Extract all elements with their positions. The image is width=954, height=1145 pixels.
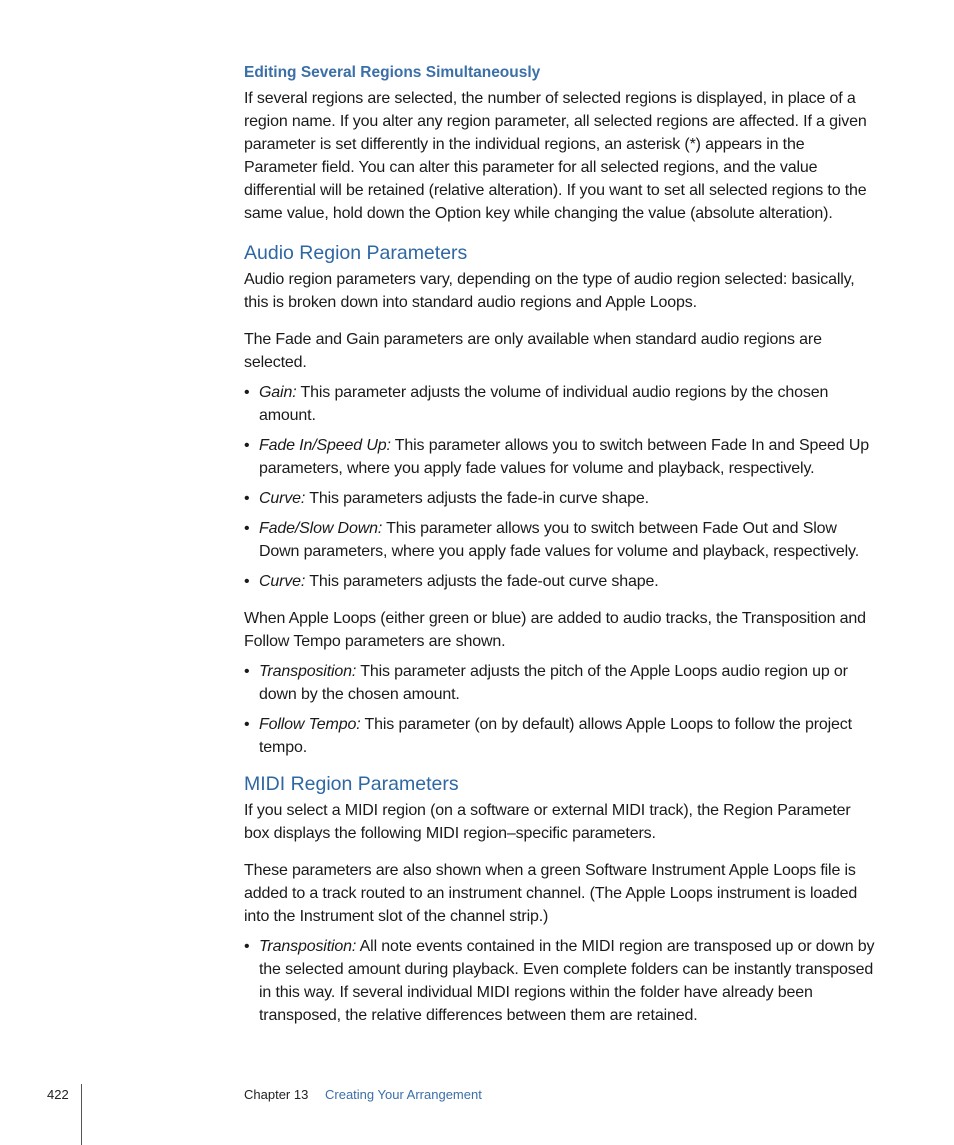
list-item xyxy=(244,487,880,510)
list-item-term: Transposition: xyxy=(259,663,357,680)
chapter-title-link[interactable]: Creating Your Arrangement xyxy=(325,1087,482,1102)
body-paragraph: When Apple Loops (either green or blue) are added to audio tracks, the Transposition and Follow Tempo parameters are shown. xyxy=(244,610,866,650)
bullet-icon: • xyxy=(244,573,250,590)
list-item xyxy=(244,660,880,706)
bullet-icon: • xyxy=(244,520,250,537)
bullet-icon: • xyxy=(244,384,250,401)
list-item xyxy=(244,434,880,480)
list-item-text: This parameter allows you to switch between Fade In and Speed Up parameters, where you apply fade values for volume and playback, respectively. xyxy=(259,437,870,477)
section-heading: Audio Region Parameters xyxy=(244,242,468,264)
list-item xyxy=(244,713,880,759)
chapter-label: Chapter 13 xyxy=(244,1087,309,1102)
list-item-text: This parameter (on by default) allows Apple Loops to follow the project tempo. xyxy=(259,716,852,756)
list-item xyxy=(244,517,880,563)
bullet-icon: • xyxy=(244,437,250,454)
list-item xyxy=(244,935,880,1027)
body-paragraph: The Fade and Gain parameters are only available when standard audio regions are selected. xyxy=(244,331,822,371)
section-subheading: Editing Several Regions Simultaneously xyxy=(244,64,541,81)
body-paragraph: If several regions are selected, the number of selected regions is displayed, in place of a region name. If you alter any region parameter, all selected regions are affected. If a given parameter is set differently in the individual regions, an asterisk (*) appears in the Parameter field. You can alter this parameter for all selected regions, and the value differential will be retained (relative alteration). If you want to set all selected regions to the same value, hold down the Option key while changing the value (absolute alteration). xyxy=(244,90,867,222)
list-item-term: Fade In/Speed Up: xyxy=(259,437,391,454)
page-body xyxy=(244,62,880,1034)
footer-divider xyxy=(81,1084,82,1145)
page-number: 422 xyxy=(47,1087,69,1102)
list-item-term: Fade/Slow Down: xyxy=(259,520,383,537)
section-heading: MIDI Region Parameters xyxy=(244,773,459,795)
list-item-text: All note events contained in the MIDI region are transposed up or down by the selected amount during playback. Even complete folders can be instantly transposed in this way. If several individual MIDI regions within the folder have already been transposed, the relative differences between them are retained. xyxy=(259,938,875,1024)
list-item-text: This parameters adjusts the fade-in curve shape. xyxy=(309,490,649,507)
bullet-list xyxy=(244,381,880,593)
body-paragraph: If you select a MIDI region (on a software or external MIDI track), the Region Parameter box displays the following MIDI region–specific parameters. xyxy=(244,802,851,842)
bullet-list xyxy=(244,935,880,1027)
body-paragraph: Audio region parameters vary, depending on the type of audio region selected: basically, this is broken down into standard audio regions and Apple Loops. xyxy=(244,271,855,311)
list-item-text: This parameter adjusts the pitch of the Apple Loops audio region up or down by the chosen amount. xyxy=(259,663,848,703)
list-item xyxy=(244,381,880,427)
list-item-term: Gain: xyxy=(259,384,297,401)
list-item xyxy=(244,570,880,593)
body-paragraph: These parameters are also shown when a green Software Instrument Apple Loops file is added to a track routed to an instrument channel. (The Apple Loops instrument is loaded into the Instrument slot of the channel strip.) xyxy=(244,862,858,925)
list-item-term: Transposition: xyxy=(259,938,357,955)
bullet-icon: • xyxy=(244,663,250,680)
list-item-text: This parameters adjusts the fade-out curve shape. xyxy=(309,573,659,590)
list-item-text: This parameter allows you to switch between Fade Out and Slow Down parameters, where you apply fade values for volume and playback, respectively. xyxy=(259,520,860,560)
bullet-list xyxy=(244,660,880,759)
list-item-term: Follow Tempo: xyxy=(259,716,361,733)
bullet-icon: • xyxy=(244,490,250,507)
list-item-term: Curve: xyxy=(259,573,306,590)
bullet-icon: • xyxy=(244,938,250,955)
list-item-term: Curve: xyxy=(259,490,306,507)
bullet-icon: • xyxy=(244,716,250,733)
list-item-text: This parameter adjusts the volume of individual audio regions by the chosen amount. xyxy=(259,384,829,424)
